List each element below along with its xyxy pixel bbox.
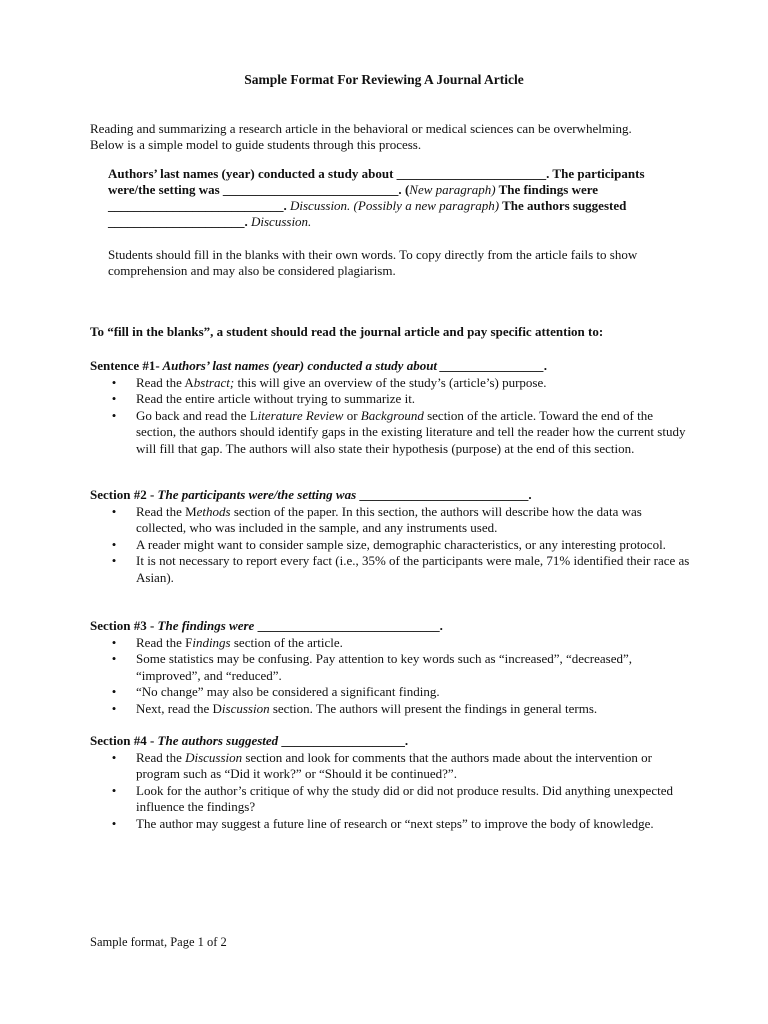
item-emphasis: indings [192,634,231,650]
bullet-icon: • [111,407,117,423]
section-blank: ___________________. [278,733,409,748]
section-prompt: The authors suggested [154,733,279,748]
item-text: section of the article. Toward the end of the section, the authors should identify gaps in the existing literature and tell the reader how the current study will fill that gap. The authors will also state their hypothesis (purpose) at the end of this section. [136,407,686,456]
item-text: Read the F [136,634,193,650]
bullet-icon: • [111,749,117,765]
bullet-list [90,635,690,718]
list-item [90,408,690,458]
item-emphasis: ethods [196,503,231,519]
item-text: Go back and read the L [136,407,258,423]
section-3 [90,618,690,717]
section-prompt: The findings were [154,618,255,633]
model-discussion-note-2: Discussion. [247,214,312,229]
list-item [90,391,690,408]
page-footer: Sample format, Page 1 of 2 [90,935,227,949]
list-item [90,651,690,684]
item-emphasis: iterature Review [257,407,344,423]
section-prompt: Authors’ last names (year) conducted a study about ________________. [159,358,548,373]
section-title [90,618,690,635]
item-text: It is not necessary to report every fact (i.e., 35% of the participants were male, 71% identified their race as Asian). [136,553,690,585]
bullet-icon: • [111,700,117,716]
section-4 [90,733,690,832]
section-blank: ____________________________. [254,618,443,633]
bullet-icon: • [111,374,117,390]
section-label: Section #4 - [90,733,155,748]
list-item [90,635,690,652]
intro-paragraph [90,121,690,153]
section-title [90,733,690,750]
bullet-icon: • [111,634,117,650]
bullet-icon: • [111,391,117,406]
list-item [90,684,690,701]
item-text: section and look for comments that the authors made about the intervention or program such as “Did it work?” or “Should it be continued?”. [136,749,652,781]
item-emphasis: Discussion [185,749,243,765]
section-label: Section #3 - [90,618,155,633]
item-text: section of the paper. In this section, the authors will describe how the data was collected, who was included in the sample, and any instruments used. [136,503,642,535]
bullet-list [90,504,690,587]
item-text: or [343,407,361,423]
bullet-icon: • [111,684,117,699]
item-text: section of the article. [230,634,343,650]
document-title: Sample Format For Reviewing A Journal Article [244,72,524,87]
item-text: Read the M [136,503,197,519]
model-sentence-3: The authors suggested _____________________. [108,198,627,229]
list-item [90,701,690,718]
bullet-icon: • [111,503,117,519]
bullet-icon: • [111,782,117,798]
section-blank: __________________________. [356,487,532,502]
item-emphasis: Background [360,407,424,423]
item-text: Next, read the D [136,700,222,716]
section-title [90,358,690,375]
section-title [90,487,690,504]
bullet-list [90,375,690,458]
intro-line-1: Reading and summarizing a research article in the behavioral or medical sciences can be overwhelming. [90,121,632,136]
item-text: Read the [136,749,186,765]
item-emphasis: iscussion [221,700,270,716]
model-template [108,166,688,230]
item-text: The author may suggest a future line of research or “next steps” to improve the body of knowledge. [136,815,654,831]
plagiarism-note: Students should fill in the blanks with their own words. To copy directly from the article fails to show comprehension and may also be considered plagiarism. [108,247,638,278]
item-text: Look for the author’s critique of why the study did or did not produce results. Did anything unexpected influence the findings? [136,782,673,814]
bullet-icon: • [111,536,117,552]
bullet-icon: • [111,553,117,568]
item-text: A reader might want to consider sample size, demographic characteristics, or any interesting protocol. [136,536,666,552]
bullet-icon: • [111,651,117,666]
model-discussion-note-1: Discussion. (Possibly a new paragraph) [286,198,500,213]
model-sentence-1: Authors’ last names (year) conducted a study about _______________________. The participants were/the setting was ___________________________. [108,166,645,197]
item-text: Some statistics may be confusing. Pay attention to key words such as “increased”, “decreased”, “improved”, and “reduced”. [136,651,633,683]
list-item [90,750,690,783]
list-item [90,783,690,816]
item-text: this will give an overview of the study’s (article’s) purpose. [234,374,547,390]
item-text: “No change” may also be considered a significant finding. [136,684,440,699]
instructions-heading: To “fill in the blanks”, a student should read the journal article and pay specific attention to: [90,324,604,339]
list-item [90,537,690,554]
list-item [90,504,690,537]
item-text: Read the A [136,374,194,390]
sentence-1-section [90,358,690,457]
intro-line-2: Below is a simple model to guide students through this process. [90,137,422,152]
model-sentence-2: The findings were ___________________________. [108,182,599,213]
section-label: Sentence #1- [90,358,160,373]
list-item [90,553,690,586]
model-paren-open: ( [401,182,410,197]
section-label: Section #2 - [90,487,155,502]
list-item [90,816,690,833]
section-2 [90,487,690,586]
item-emphasis: bstract; [193,374,235,390]
section-prompt: The participants were/the setting was [154,487,357,502]
item-text: Read the entire article without trying to summarize it. [136,391,416,406]
item-text: section. The authors will present the findings in general terms. [269,700,598,716]
bullet-icon: • [111,815,117,831]
model-new-paragraph: New paragraph) [409,182,496,197]
bullet-list [90,750,690,833]
list-item [90,375,690,392]
